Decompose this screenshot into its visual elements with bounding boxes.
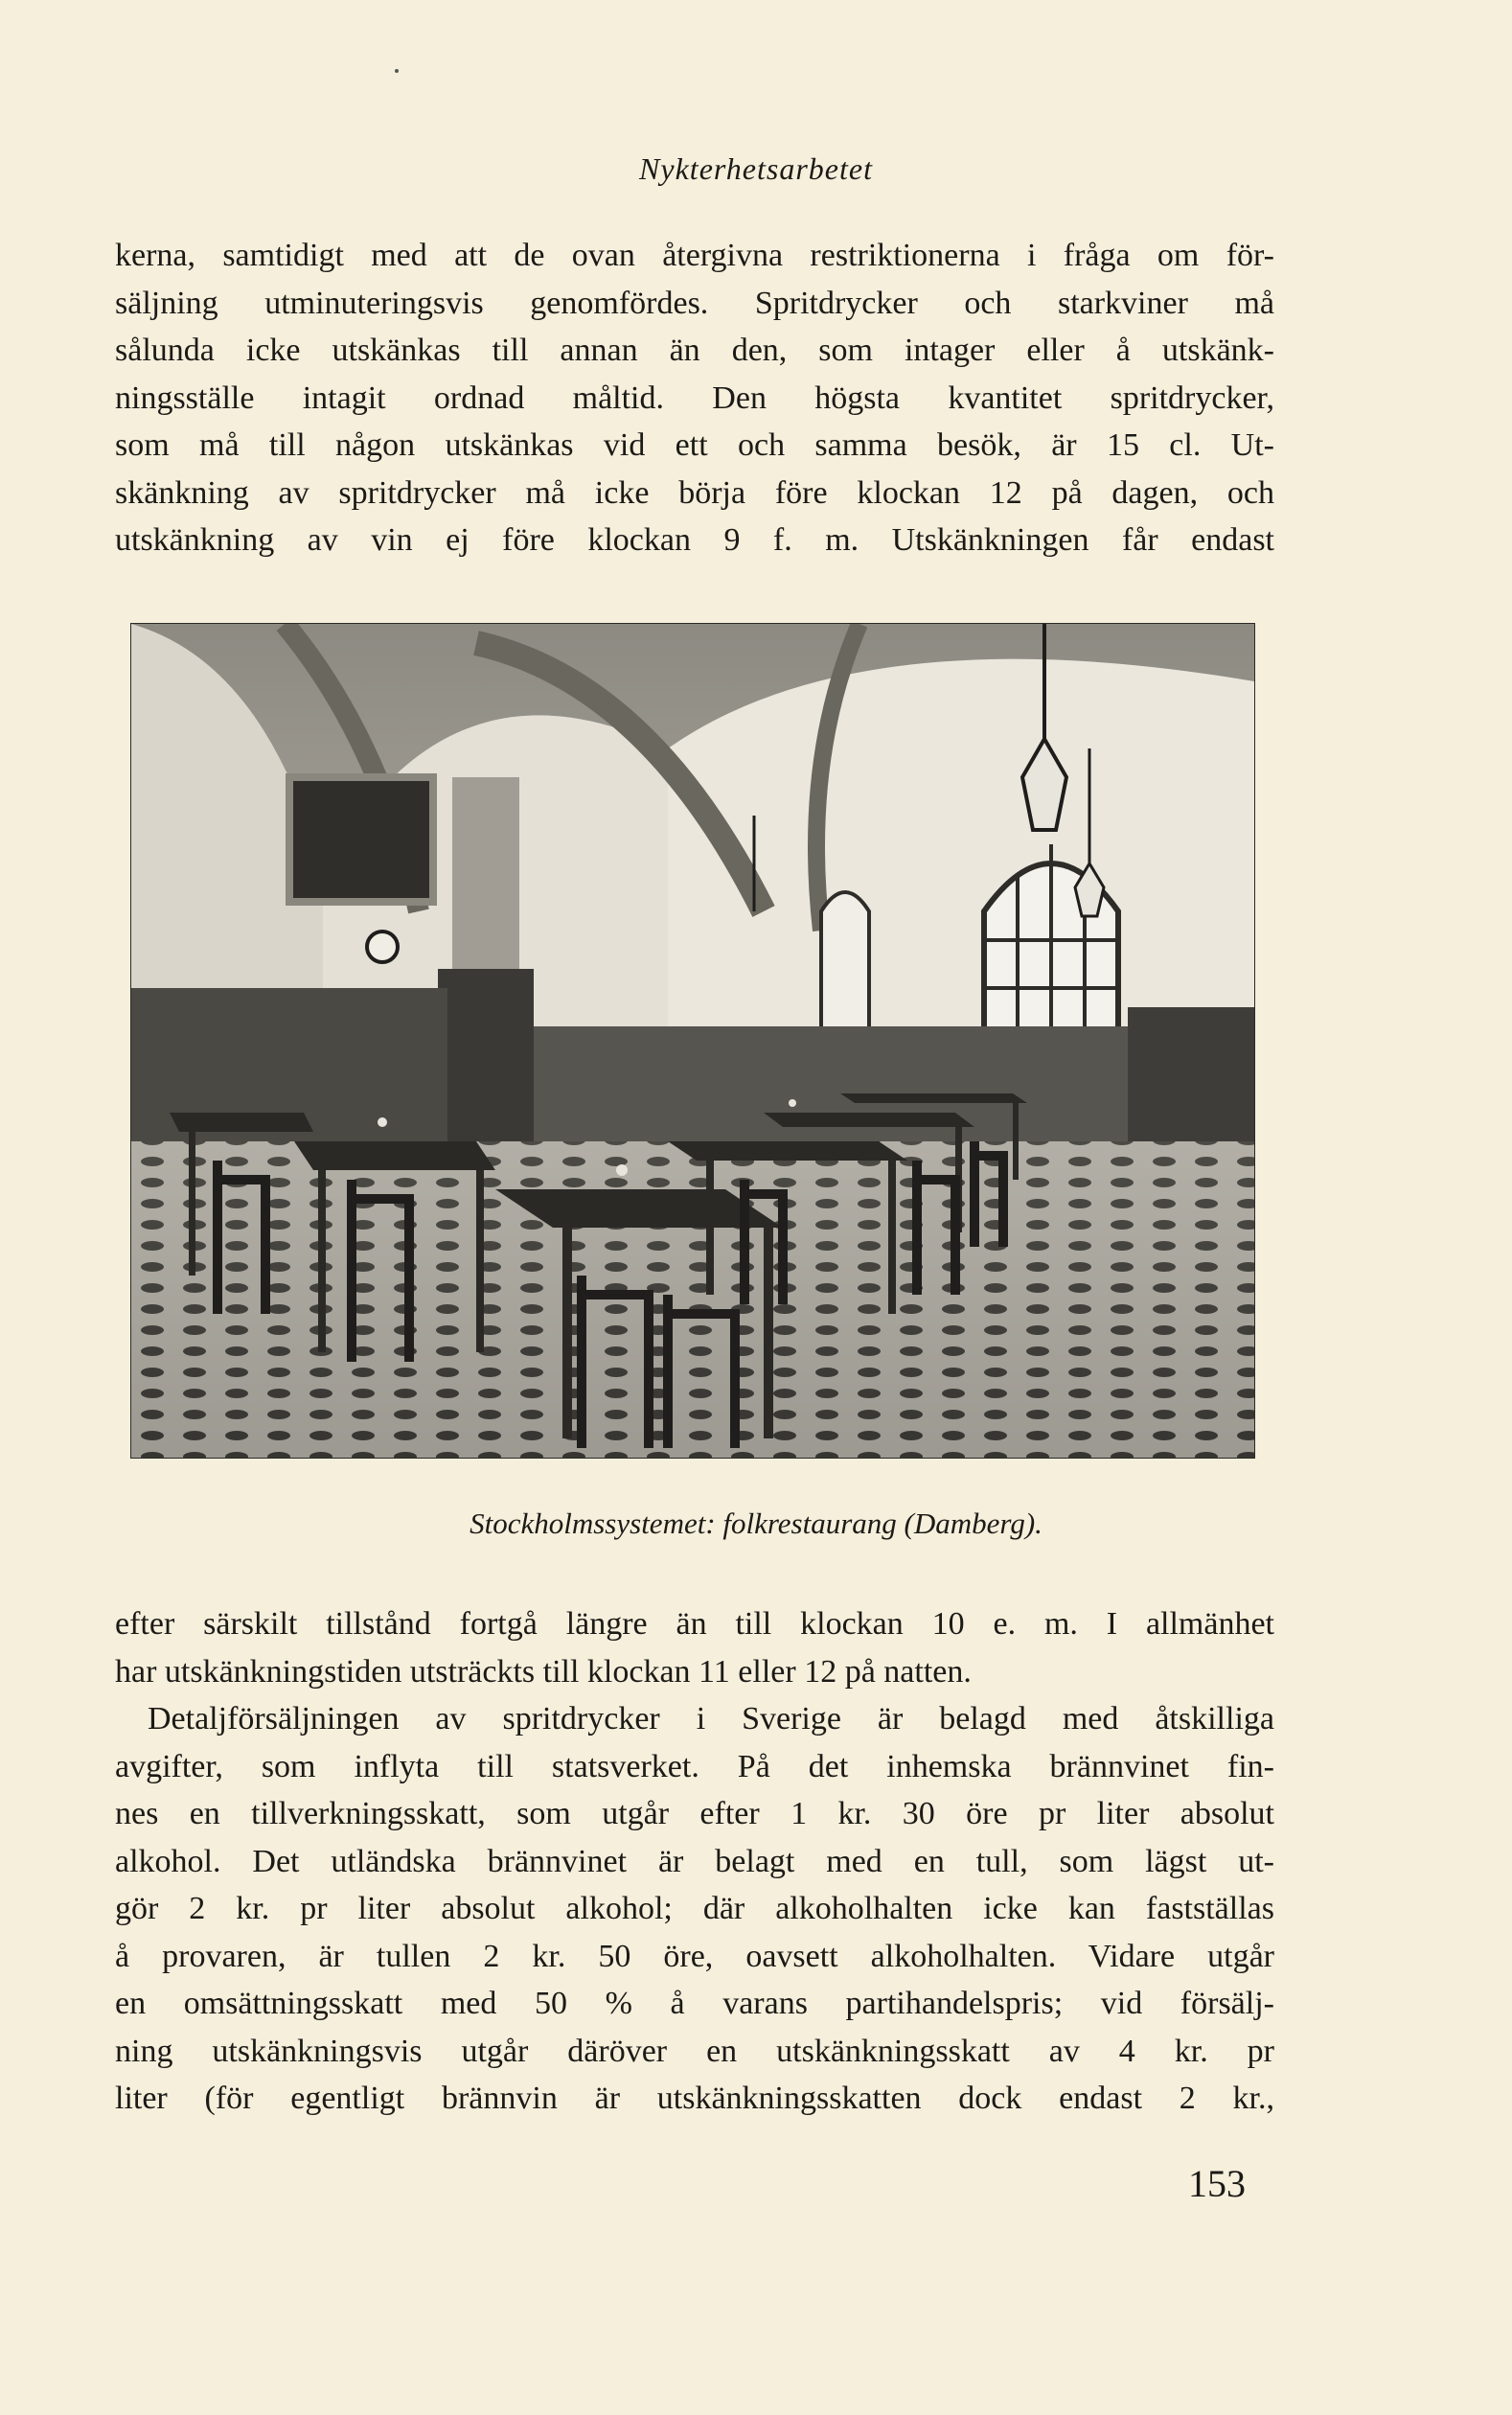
text-line: ningsställe intagit ordnad måltid. Den högsta kvantitet spritdrycker, — [115, 380, 1274, 416]
text-line: nes en tillverkningsskatt, som utgår efter 1 kr. 30 öre pr liter absolut — [115, 1796, 1274, 1831]
restaurant-interior-illustration — [131, 624, 1254, 1458]
text-line: kerna, samtidigt med att de ovan återgivna restriktionerna i fråga om för- — [115, 238, 1274, 273]
text-line: liter (för egentligt brännvin är utskänkningsskatten dock endast 2 kr., — [115, 2081, 1274, 2116]
paragraph-bottom — [115, 1600, 1274, 2123]
text-line: gör 2 kr. pr liter absolut alkohol; där alkoholhalten icke kan fastställas — [115, 1891, 1274, 1926]
text-line: en omsättningsskatt med 50 % å varans partihandelspris; vid försälj- — [115, 1986, 1274, 2021]
text-line: Detaljförsäljningen av spritdrycker i Sverige är belagd med åtskilliga — [148, 1701, 1274, 1736]
text-line: skänkning av spritdrycker må icke börja före klockan 12 på dagen, och — [115, 474, 1274, 511]
speck-mark — [395, 69, 399, 73]
running-head: Nykterhetsarbetet — [639, 151, 873, 186]
text-line: avgifter, som inflyta till statsverket. På det inhemska brännvinet fin- — [115, 1748, 1274, 1784]
text-line: å provaren, är tullen 2 kr. 50 öre, oavsett alkoholhalten. Vidare utgår — [115, 1938, 1274, 1974]
text-line: har utskänkningstiden utsträckts till klockan 11 eller 12 på natten. — [115, 1653, 972, 1690]
text-line: ning utskänkningsvis utgår däröver en utskänkningsskatt av 4 kr. pr — [115, 2033, 1274, 2069]
restaurant-photo — [130, 623, 1255, 1459]
text-line: som må till någon utskänkas vid ett och samma besök, är 15 cl. Ut- — [115, 427, 1274, 463]
text-line: sålunda icke utskänkas till annan än den, som intager eller å utskänk- — [115, 333, 1274, 368]
text-line: säljning utminuteringsvis genomfördes. Spritdrycker och starkviner må — [115, 285, 1274, 321]
text-line: utskänkning av vin ej före klockan 9 f. m. Utskänkningen får endast — [115, 522, 1274, 558]
page-number: 153 — [1188, 2162, 1246, 2205]
text-line: efter särskilt tillstånd fortgå längre än till klockan 10 e. m. I allmänhet — [115, 1606, 1274, 1642]
paragraph-top — [115, 232, 1274, 564]
text-line: alkohol. Det utländska brännvinet är belagt med en tull, som lägst ut- — [115, 1843, 1274, 1879]
photo-caption: Stockholmssystemet: folkrestaurang (Damberg). — [470, 1506, 1042, 1540]
